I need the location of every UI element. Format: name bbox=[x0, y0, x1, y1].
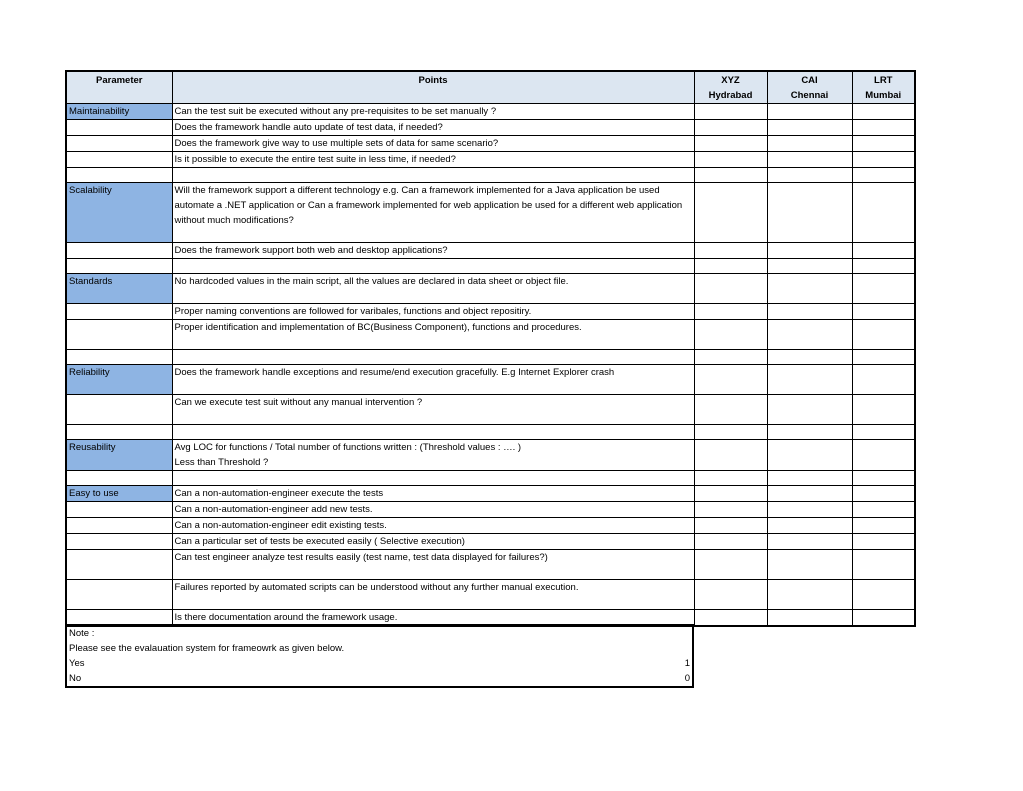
table-row bbox=[66, 580, 915, 610]
table-row bbox=[66, 304, 915, 320]
table-row bbox=[66, 395, 915, 425]
note-no-value: 0 bbox=[684, 673, 690, 684]
points-cell: Avg LOC for functions / Total number of functions written : (Threshold values : …. ) Less than Threshold ? bbox=[172, 440, 694, 471]
table-row bbox=[66, 183, 915, 243]
table-row bbox=[66, 104, 915, 120]
table-row bbox=[66, 425, 915, 440]
xyz-score-cell[interactable] bbox=[694, 610, 767, 627]
cai-header bbox=[767, 71, 852, 104]
cai-score-cell[interactable] bbox=[767, 425, 852, 440]
lrt-score-cell[interactable] bbox=[852, 610, 915, 627]
points-cell bbox=[172, 259, 694, 274]
table-row bbox=[66, 320, 915, 350]
table-row bbox=[66, 534, 915, 550]
points-cell: Is there documentation around the framework usage. bbox=[172, 610, 694, 627]
points-cell: Will the framework support a different technology e.g. Can a framework implemented for a Java application be used automate a .NET application or Can a framework implemented for web application be used for a different web application without much modifications? bbox=[172, 183, 694, 243]
xyz-header-line1: XYZ bbox=[721, 75, 740, 86]
xyz-score-cell[interactable] bbox=[694, 259, 767, 274]
parameter-cell bbox=[66, 425, 172, 440]
xyz-score-cell[interactable] bbox=[694, 136, 767, 152]
points-cell: Failures reported by automated scripts can be understood without any further manual execution. bbox=[172, 580, 694, 610]
parameter-cell bbox=[66, 502, 172, 518]
points-cell: Can test engineer analyze test results easily (test name, test data displayed for failures?) bbox=[172, 550, 694, 580]
lrt-score-cell[interactable] bbox=[852, 365, 915, 395]
note-no-row bbox=[66, 671, 693, 687]
lrt-score-cell[interactable] bbox=[852, 304, 915, 320]
lrt-score-cell[interactable] bbox=[852, 518, 915, 534]
cai-score-cell[interactable] bbox=[767, 350, 852, 365]
cai-score-cell[interactable] bbox=[767, 136, 852, 152]
table-row bbox=[66, 518, 915, 534]
xyz-score-cell[interactable] bbox=[694, 486, 767, 502]
header-row bbox=[66, 71, 915, 104]
points-cell: Can a particular set of tests be executed easily ( Selective execution) bbox=[172, 534, 694, 550]
cai-score-cell[interactable] bbox=[767, 440, 852, 471]
table-row bbox=[66, 120, 915, 136]
lrt-score-cell[interactable] bbox=[852, 350, 915, 365]
xyz-score-cell[interactable] bbox=[694, 120, 767, 136]
xyz-score-cell[interactable] bbox=[694, 183, 767, 243]
points-cell: Does the framework handle auto update of test data, if needed? bbox=[172, 120, 694, 136]
table-row bbox=[66, 243, 915, 259]
lrt-score-cell[interactable] bbox=[852, 550, 915, 580]
parameter-cell bbox=[66, 168, 172, 183]
parameter-cell bbox=[66, 136, 172, 152]
xyz-score-cell[interactable] bbox=[694, 580, 767, 610]
lrt-score-cell[interactable] bbox=[852, 136, 915, 152]
table-row bbox=[66, 502, 915, 518]
points-cell: Can the test suit be executed without any pre-requisites to be set manually ? bbox=[172, 104, 694, 120]
points-cell: Does the framework support both web and desktop applications? bbox=[172, 243, 694, 259]
table-row bbox=[66, 168, 915, 183]
xyz-score-cell[interactable] bbox=[694, 395, 767, 425]
xyz-score-cell[interactable] bbox=[694, 471, 767, 486]
xyz-score-cell[interactable] bbox=[694, 168, 767, 183]
lrt-score-cell[interactable] bbox=[852, 486, 915, 502]
lrt-score-cell[interactable] bbox=[852, 502, 915, 518]
xyz-header bbox=[694, 71, 767, 104]
cai-score-cell[interactable] bbox=[767, 243, 852, 259]
xyz-score-cell[interactable] bbox=[694, 550, 767, 580]
lrt-score-cell[interactable] bbox=[852, 259, 915, 274]
note-title: Note : bbox=[69, 628, 95, 639]
cai-score-cell[interactable] bbox=[767, 183, 852, 243]
cai-score-cell[interactable] bbox=[767, 471, 852, 486]
xyz-score-cell[interactable] bbox=[694, 425, 767, 440]
cai-score-cell[interactable] bbox=[767, 534, 852, 550]
points-cell: Proper naming conventions are followed for varibales, functions and object repositiry. bbox=[172, 304, 694, 320]
parameter-cell bbox=[66, 120, 172, 136]
table-row bbox=[66, 350, 915, 365]
xyz-score-cell[interactable] bbox=[694, 518, 767, 534]
table-row bbox=[66, 136, 915, 152]
lrt-header-line2: Mumbai bbox=[865, 90, 902, 101]
table-row bbox=[66, 471, 915, 486]
note-no-label: No bbox=[69, 673, 82, 684]
cai-score-cell[interactable] bbox=[767, 550, 852, 580]
note-yes-label: Yes bbox=[69, 658, 85, 669]
cai-score-cell[interactable] bbox=[767, 168, 852, 183]
parameter-cell bbox=[66, 259, 172, 274]
points-cell: Proper identification and implementation of BC(Business Component), functions and procedures. bbox=[172, 320, 694, 350]
table-row bbox=[66, 550, 915, 580]
xyz-score-cell[interactable] bbox=[694, 104, 767, 120]
parameter-cell: Reliability bbox=[66, 365, 172, 395]
parameter-cell bbox=[66, 395, 172, 425]
parameter-cell bbox=[66, 350, 172, 365]
cai-score-cell[interactable] bbox=[767, 610, 852, 627]
points-cell bbox=[172, 425, 694, 440]
cai-score-cell[interactable] bbox=[767, 365, 852, 395]
parameter-cell: Easy to use bbox=[66, 486, 172, 502]
xyz-score-cell[interactable] bbox=[694, 502, 767, 518]
lrt-score-cell[interactable] bbox=[852, 534, 915, 550]
cai-score-cell[interactable] bbox=[767, 304, 852, 320]
lrt-score-cell[interactable] bbox=[852, 580, 915, 610]
table-row bbox=[66, 274, 915, 304]
cai-header-line1: CAI bbox=[801, 75, 818, 86]
cai-score-cell[interactable] bbox=[767, 518, 852, 534]
xyz-score-cell[interactable] bbox=[694, 534, 767, 550]
lrt-header-line1: LRT bbox=[874, 75, 893, 86]
xyz-score-cell[interactable] bbox=[694, 304, 767, 320]
table-row bbox=[66, 152, 915, 168]
parameter-cell bbox=[66, 550, 172, 580]
lrt-score-cell[interactable] bbox=[852, 168, 915, 183]
xyz-header-line2: Hydrabad bbox=[708, 90, 753, 101]
xyz-score-cell[interactable] bbox=[694, 152, 767, 168]
table-row bbox=[66, 486, 915, 502]
lrt-score-cell[interactable] bbox=[852, 440, 915, 471]
cai-score-cell[interactable] bbox=[767, 259, 852, 274]
evaluation-table bbox=[65, 70, 916, 627]
parameter-cell bbox=[66, 320, 172, 350]
table-row bbox=[66, 365, 915, 395]
note-title-row bbox=[66, 625, 693, 641]
table-row bbox=[66, 440, 915, 471]
parameter-cell bbox=[66, 580, 172, 610]
points-cell: Does the framework handle exceptions and resume/end execution gracefully. E.g Internet Explorer crash bbox=[172, 365, 694, 395]
cai-score-cell[interactable] bbox=[767, 320, 852, 350]
parameter-cell: Reusability bbox=[66, 440, 172, 471]
parameter-cell: Scalability bbox=[66, 183, 172, 243]
parameter-cell: Maintainability bbox=[66, 104, 172, 120]
xyz-score-cell[interactable] bbox=[694, 440, 767, 471]
points-cell: Is it possible to execute the entire test suite in less time, if needed? bbox=[172, 152, 694, 168]
lrt-score-cell[interactable] bbox=[852, 395, 915, 425]
points-cell: Does the framework give way to use multiple sets of data for same scenario? bbox=[172, 136, 694, 152]
lrt-score-cell[interactable] bbox=[852, 120, 915, 136]
cai-score-cell[interactable] bbox=[767, 502, 852, 518]
parameter-cell bbox=[66, 534, 172, 550]
table-body bbox=[66, 104, 915, 627]
cai-score-cell[interactable] bbox=[767, 395, 852, 425]
parameter-cell bbox=[66, 518, 172, 534]
cai-score-cell[interactable] bbox=[767, 152, 852, 168]
points-cell: No hardcoded values in the main script, all the values are declared in data sheet or object file. bbox=[172, 274, 694, 304]
lrt-score-cell[interactable] bbox=[852, 183, 915, 243]
parameter-header: Parameter bbox=[66, 71, 172, 104]
xyz-score-cell[interactable] bbox=[694, 243, 767, 259]
points-cell: Can a non-automation-engineer add new tests. bbox=[172, 502, 694, 518]
cai-score-cell[interactable] bbox=[767, 120, 852, 136]
points-cell: Can a non-automation-engineer edit existing tests. bbox=[172, 518, 694, 534]
note-yes-row bbox=[66, 656, 693, 671]
cai-header-line2: Chennai bbox=[790, 90, 829, 101]
xyz-score-cell[interactable] bbox=[694, 365, 767, 395]
parameter-cell: Standards bbox=[66, 274, 172, 304]
xyz-score-cell[interactable] bbox=[694, 320, 767, 350]
lrt-score-cell[interactable] bbox=[852, 320, 915, 350]
note-line-row bbox=[66, 641, 693, 656]
lrt-score-cell[interactable] bbox=[852, 425, 915, 440]
lrt-score-cell[interactable] bbox=[852, 152, 915, 168]
parameter-cell bbox=[66, 471, 172, 486]
points-cell: Can a non-automation-engineer execute the tests bbox=[172, 486, 694, 502]
xyz-score-cell[interactable] bbox=[694, 350, 767, 365]
cai-score-cell[interactable] bbox=[767, 104, 852, 120]
points-cell bbox=[172, 168, 694, 183]
points-cell bbox=[172, 350, 694, 365]
points-cell: Can we execute test suit without any manual intervention ? bbox=[172, 395, 694, 425]
xyz-score-cell[interactable] bbox=[694, 274, 767, 304]
cai-score-cell[interactable] bbox=[767, 486, 852, 502]
points-header: Points bbox=[172, 71, 694, 104]
points-cell bbox=[172, 471, 694, 486]
note-box bbox=[65, 624, 694, 688]
note-yes-value: 1 bbox=[684, 658, 690, 669]
cai-score-cell[interactable] bbox=[767, 580, 852, 610]
table-row bbox=[66, 259, 915, 274]
lrt-header bbox=[852, 71, 915, 104]
lrt-score-cell[interactable] bbox=[852, 104, 915, 120]
lrt-score-cell[interactable] bbox=[852, 243, 915, 259]
lrt-score-cell[interactable] bbox=[852, 274, 915, 304]
parameter-cell bbox=[66, 152, 172, 168]
cai-score-cell[interactable] bbox=[767, 274, 852, 304]
lrt-score-cell[interactable] bbox=[852, 471, 915, 486]
note-line: Please see the evalauation system for frameowrk as given below. bbox=[69, 643, 345, 654]
parameter-cell bbox=[66, 304, 172, 320]
parameter-cell bbox=[66, 243, 172, 259]
